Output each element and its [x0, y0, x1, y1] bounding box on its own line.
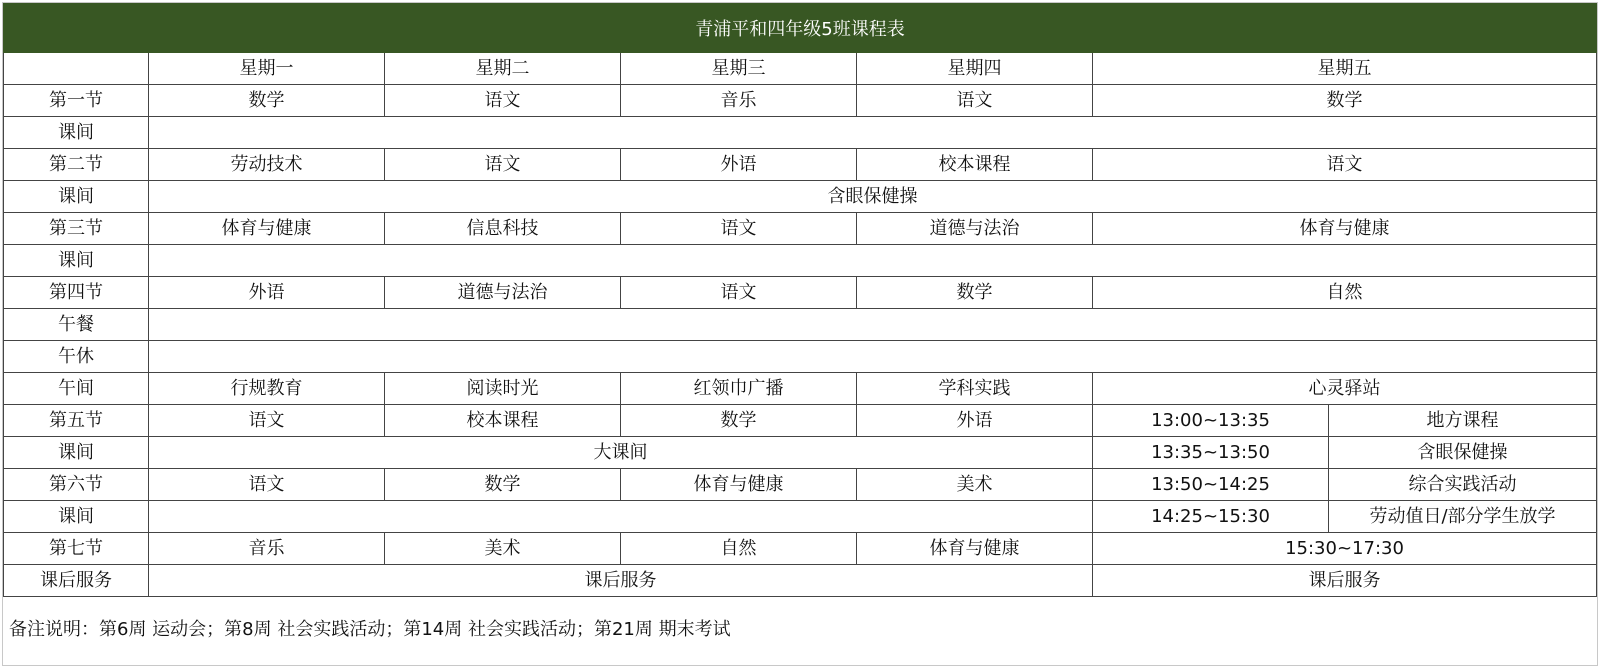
class-cell: 美术	[385, 533, 621, 565]
table-row	[4, 245, 1597, 277]
friday-activity-cell: 含眼保健操	[1329, 437, 1597, 469]
friday-time-cell: 14:25~15:30	[1093, 501, 1329, 533]
class-cell: 语文	[385, 149, 621, 181]
class-cell: 语文	[1093, 149, 1597, 181]
class-cell: 心灵驿站	[1093, 373, 1597, 405]
day-header: 星期四	[857, 53, 1093, 85]
table-row	[4, 469, 1597, 501]
class-cell: 行规教育	[149, 373, 385, 405]
friday-time-cell: 13:35~13:50	[1093, 437, 1329, 469]
break-cell	[149, 341, 1597, 373]
friday-time-cell: 13:00~13:35	[1093, 405, 1329, 437]
class-cell: 语文	[385, 85, 621, 117]
friday-activity-cell: 劳动值日/部分学生放学	[1329, 501, 1597, 533]
class-cell: 数学	[621, 405, 857, 437]
remarks-note: 备注说明：第6周 运动会；第8周 社会实践活动；第14周 社会实践活动；第21周 期末考试	[9, 619, 731, 640]
class-cell: 阅读时光	[385, 373, 621, 405]
schedule-table	[3, 53, 1597, 597]
table-row	[4, 533, 1597, 565]
table-row	[4, 181, 1597, 213]
class-cell: 外语	[149, 277, 385, 309]
class-cell: 道德与法治	[385, 277, 621, 309]
friday-time-cell: 13:50~14:25	[1093, 469, 1329, 501]
period-label: 午餐	[4, 309, 149, 341]
table-row	[4, 501, 1597, 533]
schedule-title: 青浦平和四年级5班课程表	[3, 3, 1597, 53]
class-cell: 语文	[621, 213, 857, 245]
table-row	[4, 117, 1597, 149]
class-cell: 学科实践	[857, 373, 1093, 405]
friday-activity-cell: 综合实践活动	[1329, 469, 1597, 501]
period-label: 课间	[4, 181, 149, 213]
class-cell: 数学	[1093, 85, 1597, 117]
day-header: 星期一	[149, 53, 385, 85]
table-row	[4, 309, 1597, 341]
class-cell: 信息科技	[385, 213, 621, 245]
class-cell: 数学	[857, 277, 1093, 309]
table-row	[4, 437, 1597, 469]
period-label: 第五节	[4, 405, 149, 437]
class-cell: 音乐	[621, 85, 857, 117]
class-cell: 语文	[857, 85, 1093, 117]
break-cell	[149, 117, 1597, 149]
schedule-sheet	[2, 2, 1598, 666]
friday-after-school-cell: 课后服务	[1093, 565, 1597, 597]
break-cell	[149, 501, 1093, 533]
class-cell: 语文	[621, 277, 857, 309]
class-cell: 美术	[857, 469, 1093, 501]
class-cell: 自然	[1093, 277, 1597, 309]
table-row	[4, 85, 1597, 117]
table-row	[4, 373, 1597, 405]
table-row	[4, 277, 1597, 309]
period-label: 课间	[4, 245, 149, 277]
period-label: 第七节	[4, 533, 149, 565]
class-cell: 体育与健康	[857, 533, 1093, 565]
table-row	[4, 565, 1597, 597]
period-label: 第四节	[4, 277, 149, 309]
table-row	[4, 213, 1597, 245]
period-label: 第一节	[4, 85, 149, 117]
period-label: 第二节	[4, 149, 149, 181]
break-cell	[149, 309, 1597, 341]
break-cell: 含眼保健操	[149, 181, 1597, 213]
corner-cell	[4, 53, 149, 85]
after-school-cell: 课后服务	[149, 565, 1093, 597]
period-label: 课间	[4, 437, 149, 469]
break-cell	[149, 245, 1597, 277]
friday-activity-cell: 地方课程	[1329, 405, 1597, 437]
class-cell: 数学	[149, 85, 385, 117]
break-cell: 大课间	[149, 437, 1093, 469]
friday-time-cell: 15:30~17:30	[1093, 533, 1597, 565]
class-cell: 体育与健康	[1093, 213, 1597, 245]
class-cell: 自然	[621, 533, 857, 565]
class-cell: 语文	[149, 405, 385, 437]
header-row	[4, 53, 1597, 85]
table-row	[4, 149, 1597, 181]
table-row	[4, 405, 1597, 437]
class-cell: 红领巾广播	[621, 373, 857, 405]
day-header: 星期三	[621, 53, 857, 85]
day-header: 星期五	[1093, 53, 1597, 85]
period-label: 第三节	[4, 213, 149, 245]
class-cell: 校本课程	[857, 149, 1093, 181]
class-cell: 体育与健康	[149, 213, 385, 245]
class-cell: 校本课程	[385, 405, 621, 437]
period-label: 午休	[4, 341, 149, 373]
day-header: 星期二	[385, 53, 621, 85]
class-cell: 外语	[621, 149, 857, 181]
table-row	[4, 341, 1597, 373]
period-label: 午间	[4, 373, 149, 405]
class-cell: 数学	[385, 469, 621, 501]
period-label: 课间	[4, 117, 149, 149]
class-cell: 语文	[149, 469, 385, 501]
period-label: 第六节	[4, 469, 149, 501]
period-label: 课后服务	[4, 565, 149, 597]
class-cell: 音乐	[149, 533, 385, 565]
period-label: 课间	[4, 501, 149, 533]
class-cell: 劳动技术	[149, 149, 385, 181]
class-cell: 体育与健康	[621, 469, 857, 501]
class-cell: 外语	[857, 405, 1093, 437]
class-cell: 道德与法治	[857, 213, 1093, 245]
